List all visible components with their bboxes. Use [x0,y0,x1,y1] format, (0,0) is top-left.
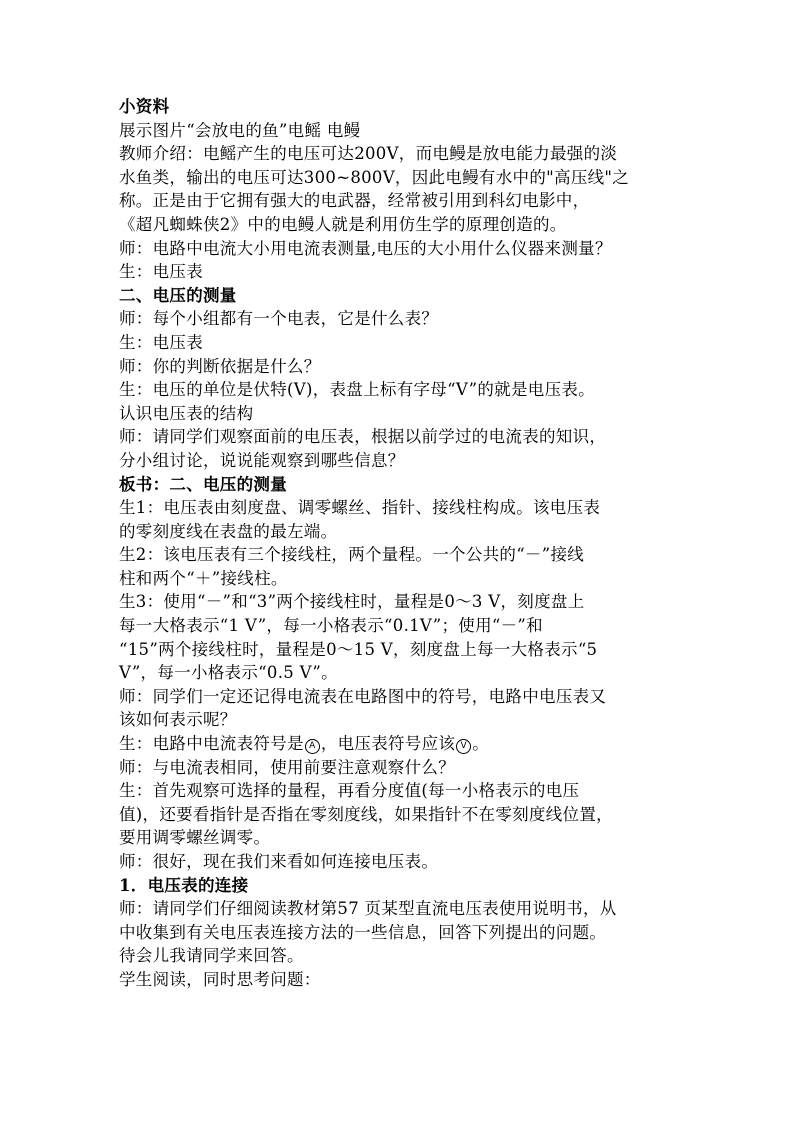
text-line: 展示图片“会放电的鱼”电鳐 电鳗 [119,120,361,140]
text-line: “15”两个接线柱时，量程是0～15 V，刻度盘上每一大格表示“5 [119,639,598,659]
blackboard-heading: 板书：二、电压的测量 [119,474,287,494]
text-line: 称。正是由于它拥有强大的电武器，经常被引用到科幻电影中， [119,191,590,211]
text-line: 要用调零螺丝调零。 [119,828,271,848]
text-line: 师：同学们一定还记得电流表在电路图中的符号，电路中电压表又 [119,686,607,706]
text-line: 《超凡蜘蛛侠2》中的电鳗人就是利用仿生学的原理创造的。 [119,214,567,234]
text-line: 师：每个小组都有一个电表，它是什么表？ [119,309,439,329]
text-line-with-symbols [119,732,679,756]
document-body [119,95,679,992]
text-line: 生：电压表 [119,262,203,282]
section-heading-voltage-measurement: 二、电压的测量 [119,285,237,305]
text-line: 值)，还要看指针是否指在零刻度线，如果指针不在零刻度线位置， [119,804,613,824]
text-line: 柱和两个“＋”接线柱。 [119,568,288,588]
text-line: 师：电路中电流大小用电流表测量,电压的大小用什么仪器来测量？ [119,238,612,258]
text-line: 师：你的判断依据是什么？ [119,356,321,376]
text-line: 生1：电压表由刻度盘、调零螺丝、指针、接线柱构成。该电压表 [119,498,601,518]
heading-reference-material: 小资料 [119,97,170,116]
text-line: 师：请同学们仔细阅读教材第57 页某型直流电压表使用说明书，从 [119,899,617,919]
text-line: 分小组讨论，说说能观察到哪些信息？ [119,450,405,470]
text-line: 学生阅读，同时思考问题： [119,969,321,989]
text-line: 水鱼类，输出的电压可达300~800V，因此电鳗有水中的"高压线"之 [119,167,630,187]
text-line: 生：电压表 [119,332,203,352]
subsection-heading-voltmeter-connection: 1．电压表的连接 [119,875,249,895]
text-line: V”，每一小格表示“0.5 V”。 [119,663,338,683]
text-fragment: ，电压表符号应该 [320,734,456,754]
ammeter-symbol-icon: A [305,739,320,754]
text-line: 的零刻度线在表盘的最左端。 [119,521,338,541]
voltmeter-symbol-icon: V [456,739,471,754]
text-line: 该如何表示呢？ [119,710,237,730]
text-line: 生：首先观察可选择的量程，再看分度值(每一小格表示的电压 [119,781,580,801]
text-line: 生2：该电压表有三个接线柱，两个量程。一个公共的“－”接线 [119,545,585,565]
text-line: 教师介绍：电鳐产生的电压可达200V，而电鳗是放电能力最强的淡 [119,144,618,164]
text-line: 师：与电流表相同，使用前要注意观察什么？ [119,757,455,777]
text-line: 认识电压表的结构 [119,403,254,423]
text-fragment: 。 [472,734,490,754]
text-line: 生：电压的单位是伏特(V)，表盘上标有字母“V”的就是电压表。 [119,380,595,400]
text-line: 师：很好，现在我们来看如何连接电压表。 [119,852,439,871]
text-line: 生3：使用“－”和“3”两个接线柱时，量程是0～3 V，刻度盘上 [119,592,585,612]
text-line: 待会儿我请同学来回答。 [119,946,304,966]
text-line: 中收集到有关电压表连接方法的一些信息，回答下列提出的问题。 [119,922,607,942]
text-fragment: 生：电路中电流表符号是 [119,734,304,754]
text-line: 师：请同学们观察面前的电压表，根据以前学过的电流表的知识， [119,427,607,447]
text-line: 每一大格表示“1 V”，每一小格表示“0.1V”；使用“－”和 [119,616,543,636]
